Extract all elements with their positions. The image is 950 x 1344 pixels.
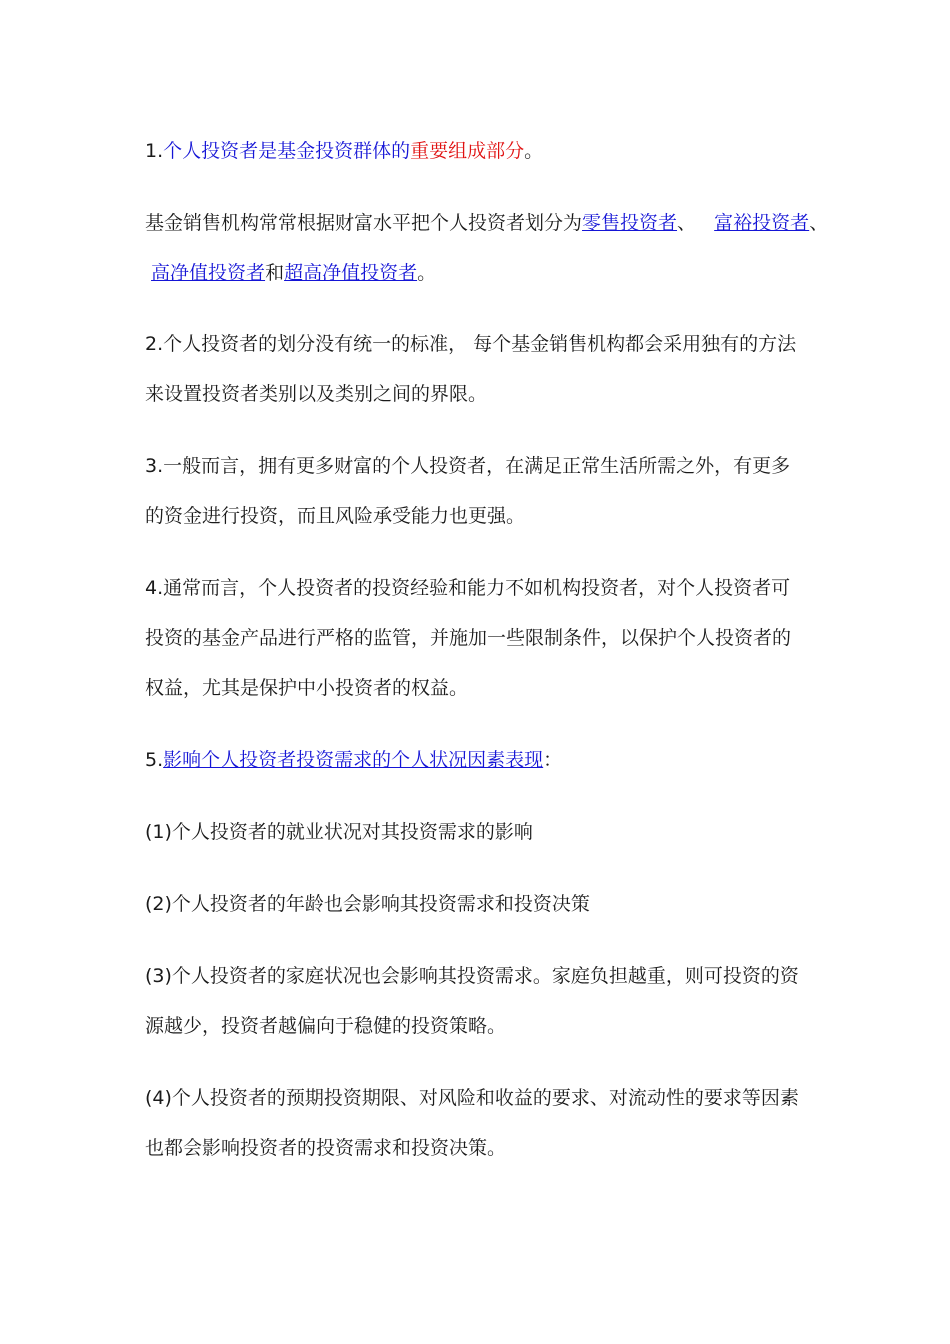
paragraph-1b	[145, 198, 845, 298]
para-1-blue-text: 个人投资者是基金投资群体的	[163, 140, 411, 162]
para-1b-end: 。	[417, 262, 437, 284]
link-ultra-high-net-worth-investor[interactable]: 超高净值投资者	[284, 262, 418, 284]
para-3-line-1: 3.一般而言，拥有更多财富的个人投资者，在满足正常生活所需之外，有更多	[145, 455, 791, 477]
paragraph-2	[145, 319, 825, 419]
paragraph-4	[145, 563, 825, 713]
para-2-line-2: 来设置投资者类别以及类别之间的界限。	[145, 383, 488, 405]
para-4-line-2: 投资的基金产品进行严格的监管，并施加一些限制条件，以保护个人投资者的	[145, 627, 792, 649]
para-1b-and: 和	[265, 262, 285, 284]
list-item-4-line-1: (4)个人投资者的预期投资期限、对风险和收益的要求、对流动性的要求等因素	[145, 1087, 799, 1109]
para-1-number: 1.	[145, 140, 164, 162]
list-item-2	[145, 879, 825, 929]
para-1-red-text: 重要组成部分	[410, 140, 525, 162]
paragraph-1	[145, 126, 825, 176]
link-personal-factors[interactable]: 影响个人投资者投资需求的个人状况因素表现	[163, 749, 544, 771]
paragraph-5	[145, 735, 825, 785]
list-item-2-text: (2)个人投资者的年龄也会影响其投资需求和投资决策	[145, 893, 590, 915]
link-affluent-investor[interactable]: 富裕投资者	[714, 212, 810, 234]
list-item-3	[145, 951, 825, 1051]
para-4-line-1: 4.通常而言，个人投资者的投资经验和能力不如机构投资者，对个人投资者可	[145, 577, 791, 599]
link-high-net-worth-investor[interactable]: 高净值投资者	[151, 262, 266, 284]
para-2-line-1: 2.个人投资者的划分没有统一的标准， 每个基金销售机构都会采用独有的方法	[145, 333, 797, 355]
list-item-4-line-2: 也都会影响投资者的投资需求和投资决策。	[145, 1137, 507, 1159]
list-item-3-line-1: (3)个人投资者的家庭状况也会影响其投资需求。家庭负担越重，则可投资的资	[145, 965, 799, 987]
list-item-1	[145, 807, 825, 857]
para-5-number: 5.	[145, 749, 164, 771]
list-item-1-text: (1)个人投资者的就业状况对其投资需求的影响	[145, 821, 533, 843]
para-1b-line-1	[145, 198, 845, 248]
para-1-end: 。	[524, 140, 544, 162]
list-item-3-line-2: 源越少，投资者越偏向于稳健的投资策略。	[145, 1015, 507, 1037]
para-1b-line-2	[145, 248, 845, 298]
para-4-line-3: 权益，尤其是保护中小投资者的权益。	[145, 677, 469, 699]
para-1b-sep-1: 、	[677, 212, 703, 234]
para-5-end: ：	[543, 749, 563, 771]
para-3-line-2: 的资金进行投资，而且风险承受能力也更强。	[145, 505, 526, 527]
para-1b-text: 基金销售机构常常根据财富水平把个人投资者划分为	[145, 212, 583, 234]
para-1b-sep-2: 、	[809, 212, 829, 234]
paragraph-3	[145, 441, 825, 541]
link-retail-investor[interactable]: 零售投资者	[582, 212, 678, 234]
list-item-4	[145, 1073, 825, 1173]
